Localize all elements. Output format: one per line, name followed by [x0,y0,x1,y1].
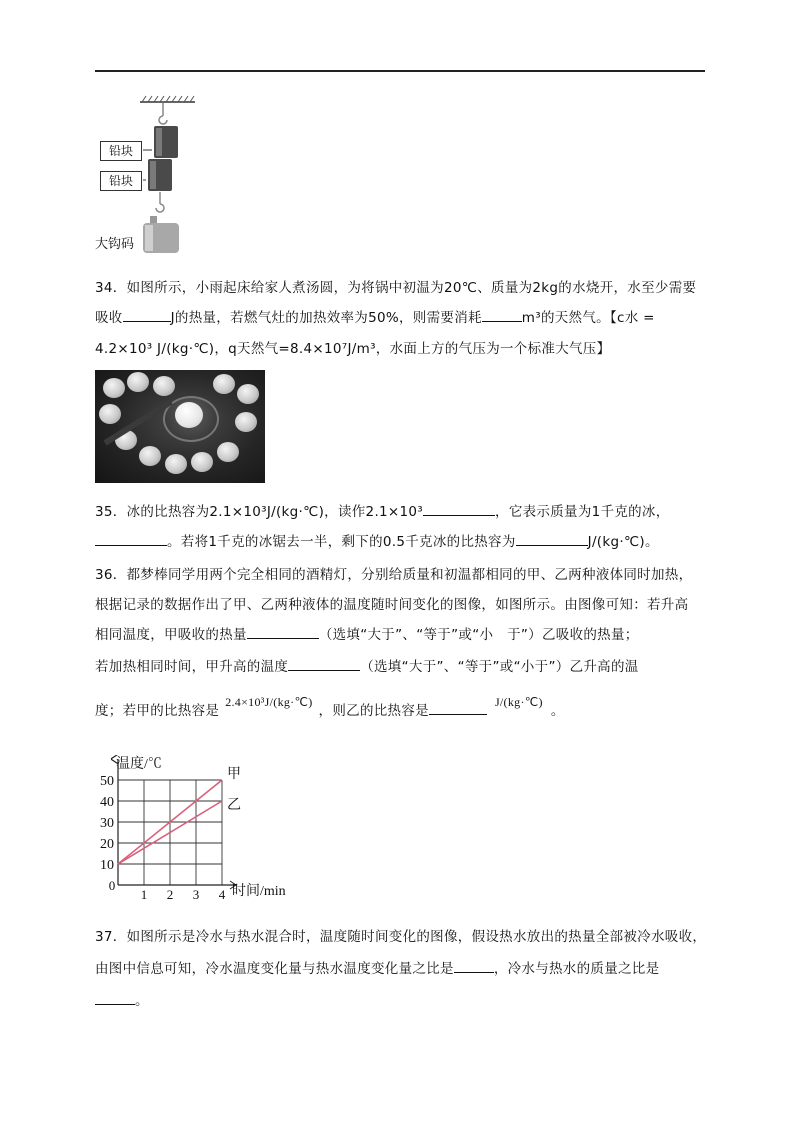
x-tick-label: 4 [218,887,226,900]
q36-line5-a: 度；若甲的比热容是 [95,703,220,719]
q34-line2-c: m³的天然气。【c水 = [521,310,655,326]
q36-line3-a: 相同温度，甲吸收的热量 [95,627,247,643]
series-label: 甲 [227,767,241,782]
q36-line3-b: （选填“大于”、“等于”或“小 于”）乙吸收的热量； [318,627,639,643]
temperature-time-chart [92,755,322,900]
q35-line2-b: J/(kg·℃)。 [587,534,659,550]
x-tick-label: 2 [166,887,174,900]
q36-line2: 根据记录的数据作出了甲、乙两种液体的温度随时间变化的图像，如图所示。由图像可知：若升高 [95,597,689,613]
y-tick-label: 20 [100,837,114,852]
q36-line5-b: ，则乙的比热容是 [318,703,429,719]
q37-line2 [95,957,659,977]
q34-blank-heat[interactable] [123,307,171,322]
q34-blank-gas[interactable] [482,307,522,322]
q36-blank-yi-capacity[interactable] [429,700,487,715]
series-label: 乙 [227,798,241,813]
q36-formula-jia: 2.4×10³J/(kg·℃) [225,695,313,709]
q35-blank-meaning[interactable] [95,531,167,546]
lead-block-label-top: 铅块 [100,141,142,161]
q36-line1: 36．都梦棒同学用两个完全相同的酒精灯，分别给质量和初温都相同的甲、乙两种液体同时加热， [95,567,693,583]
q36-blank-temp-compare[interactable] [288,656,360,671]
x-tick-label: 1 [140,887,148,900]
x-axis-label: 时间/min [232,884,286,899]
q37-blank-ratio-temp[interactable] [454,958,494,973]
q34-line2 [95,306,655,326]
tangyuan-photo [95,370,265,483]
q37-line2-b: ，冷水与热水的质量之比是 [493,961,660,977]
y-tick-label: 30 [100,816,114,831]
q37-line1: 37．如图所示是冷水与热水混合时，温度随时间变化的图像，假设热水放出的热量全部被冷水吸收， [95,929,707,945]
q36-unit: J/(kg·℃) [494,695,543,709]
q35-line2-a: 。若将1千克的冰锯去一半，剩下的0.5千克冰的比热容为 [167,534,516,550]
q36-line4-b: （选填“大于”、“等于”或“小于”）乙升高的温 [360,659,639,675]
q35-line1-a: 35．冰的比热容为2.1×10³J/(kg·℃)，读作2.1×10³ [95,504,424,520]
q37-line3 [95,989,149,1009]
q36-line5 [95,695,565,719]
q34-line2-a: 吸收 [95,310,123,326]
y-tick-label: 40 [100,795,114,810]
y-tick-label: 50 [100,774,114,789]
q36-line4-a: 若加热相同时间，甲升高的温度 [95,659,289,675]
x-tick-label: 0 [108,878,116,893]
q34-line1: 34．如图所示，小雨起床给家人煮汤圆，为将锅中初温为20℃、质量为2kg的水烧开，水至少需要 [95,280,697,296]
q35-line1-b: ，它表示质量为1千克的冰， [495,504,670,520]
q34-line2-b: J的热量，若燃气灶的加热效率为50%，则需要消耗 [170,310,482,326]
q36-blank-heat-compare[interactable] [247,624,319,639]
q34-line3: 4.2×10³ J/(kg·℃)，q天然气=8.4×10⁷J/m³，水面上方的气压为一个标准大气压】 [95,341,611,357]
header-rule [95,70,705,72]
lead-block-label-bottom: 铅块 [100,171,142,191]
q37-line3-text: 。 [135,993,149,1009]
q37-blank-ratio-mass[interactable] [95,990,135,1005]
q35-line2 [95,530,659,550]
q35-blank-reading[interactable] [423,501,495,516]
q35-blank-capacity[interactable] [516,531,588,546]
y-tick-label: 10 [100,858,114,873]
x-tick-label: 3 [192,887,200,900]
y-axis-label: 温度/℃ [116,757,162,772]
large-weight-label: 大钩码 [95,237,135,252]
q36-line3 [95,623,639,643]
q37-line2-a: 由图中信息可知，冷水温度变化量与热水温度变化量之比是 [95,961,454,977]
q36-line5-c: 。 [550,703,565,719]
q36-line4 [95,655,639,675]
q35-line1 [95,500,670,520]
